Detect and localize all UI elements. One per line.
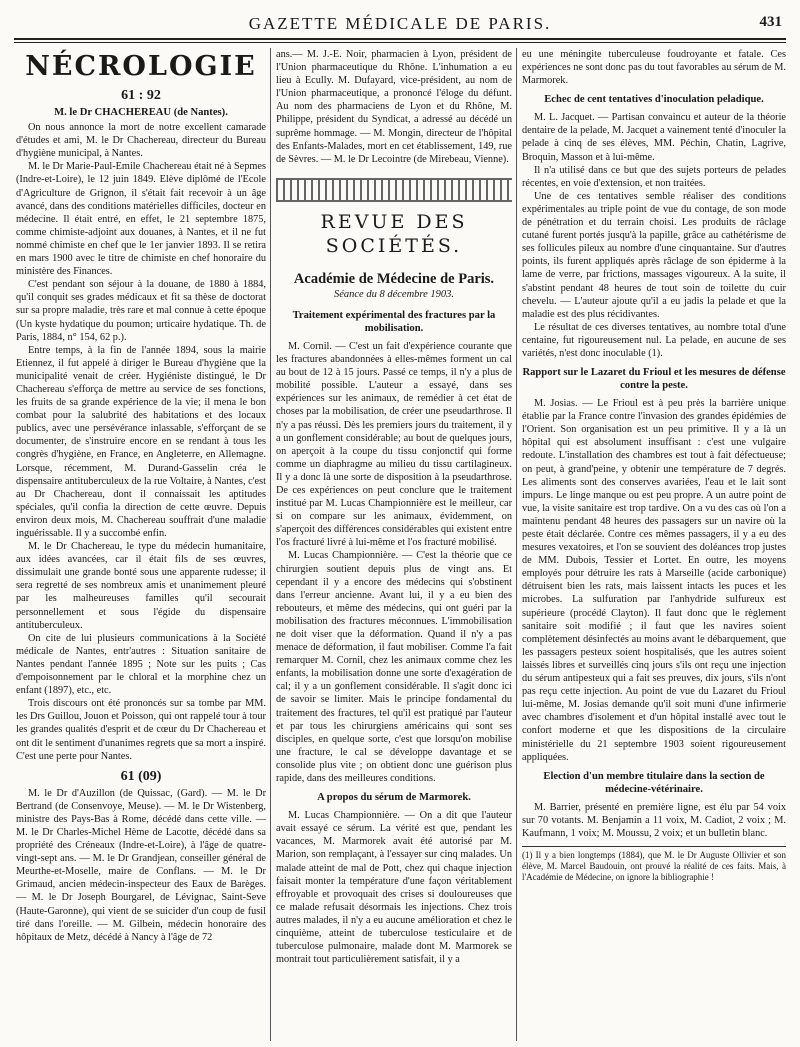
paragraph: Une de ces tentatives semble réaliser des conditions expérimentales au triple point de vue du contage, de son mode de pénétration et du terrain choisi. Les produits de râclage cutané furent portés jusqu'à la papille, grâce au cathétérisme de ses follicules pileux au nombre d'une cinquantaine. Sur d'autres points, ils furent appliqués après râclage de son épiderme à la lame de verre, par frictions, massages vigoureux. A la suite, il s'abstint pendant 48 heures de tout soin de toilette du cuir chevelu. — L'auteur ajoute qu'il a eu jadis la pelade et que la maladie est des plus récidivantes. <box>522 190 786 320</box>
column-divider <box>516 48 517 1041</box>
page-number: 431 <box>759 14 782 30</box>
paragraph: M. Lucas Championnière. — On a dit que l'auteur avait essayé ce sérum. La vérité est que, pendant les vacances, M. Marmorek avait été autorisé par M. Marion, son remplaçant, à l'essayer sur cinq malades. Un malade atteint de mal de Pott, chez qui chaque injection faisait monter la température d'une façon véritablement effroyable et provoquait des crises si douloureuses que ce malade refusait désormais les injections. Chez trois autres malades, il n'y a eu aucune amélioration et chez le cinquième, atteint de tuberculose testiculaire et de tuberculose pulmonaire, malade dont M. Marmorek se montrait tout particulièrement satisfait, il y a <box>276 810 512 966</box>
paragraph: M. le Dr Chachereau, le type du médecin humanitaire, aux idées avancées, car il était fils de ses œuvres, dissimulait une grande bonté sous une apparente rudesse; il sera regretté de ses nombreux amis et unanimement pleuré par les malheureuses familles qu'il secourait personnellement et sous l'égide du dispensaire antituberculeux. <box>16 541 266 631</box>
paragraph: On nous annonce la mort de notre excellent camarade d'études et ami, M. le Dr Chachereau, directeur du Bureau d'hygiène municipal, à Nantes. <box>16 122 266 160</box>
paragraph: M. Barrier, présenté en première ligne, est élu par 54 voix sur 70 votants. M. Benjamin a 11 voix, M. Cadiot, 2 voix ; M. Kaufmann, 1 voix; M. Moussu, 2 voix; et un bulletin blanc. <box>522 801 786 839</box>
obituary-subject: M. le Dr CHACHEREAU (de Nantes). <box>54 107 228 118</box>
paragraph: Trois discours ont été prononcés sur sa tombe par MM. les Drs Guillou, Jouon et Poisson, qui ont rappelé tour à tour les grandes qualités d'esprit et de cœur du Dr Chachereau et ont dit le sentiment d'unanimes regrets que sa mort a inspiré. C'est une perte pour Nantes. <box>16 698 266 762</box>
session-date: Séance du 8 décembre 1903. <box>333 288 455 300</box>
footnote: (1) Il y a bien longtemps (1884), que M. le Dr Auguste Ollivier et son élève, M. Marcel Baudouin, ont prouvé la réalité de ces faits. Mais, à l'Académie de Médecine, on ignore la bibliographie ! <box>522 846 786 883</box>
paragraph: Il n'a utilisé dans ce but que des sujets porteurs de pelades récentes, en voie d'extension, et non traitées. <box>522 164 786 189</box>
paragraph: Le résultat de ces diverses tentatives, au nombre total d'une centaine, fut rigoureusement nul. La pelade, en aucune de ses variétés, n'est donc inoculable (1). <box>522 321 786 359</box>
journal-title: GAZETTE MÉDICALE DE PARIS. <box>248 14 552 33</box>
paragraph: Entre temps, à la fin de l'année 1894, sous la mairie Etiennez, il fut appelé à diriger le Bureau d'hygiène que la municipalité venait de créer. Hygiéniste distingué, le Dr Chachereau s'efforça de mettre au service de ses fonctions, les fruits de sa grande expérience de la vie; il mena le bon combat pour la salubrité des habitations et des locaux publics, avec une persévérance inlassable, s'efforçant de se documenter, de s'instruire encore en se rendant à tous les congrès d'hygiène, en France, en Angleterre, en Allemagne. Lorsque, récemment, M. Durand-Gasselin créa le dispensaire antituberculeux de la rue Voltaire, à Nantes, c'est au Dr Chachereau, dont il connaissait les aptitudes spéciales, qu'il confia la direction de cette œuvre. Depuis environ deux mois, M. Chachereau souffrait d'une maladie inguérissable. Il y a succombé enfin. <box>16 344 266 539</box>
paragraph: M. Josias. — Le Frioul est à peu près la barrière unique établie par la France contre l'invasion des grandes épidémies de l'Orient. Son organisation est un peu primitive. Il y a là un hôpital qui est absolument insuffisant : c'est une vulgaire redoute. L'installation des chambres est tout à fait défectueuse; on peut, à grand'peine, y obtenir une température de 7 degrés. Les aliments sont des conserves avariées, l'eau et le lait sont impurs. Le linge manque ou est peu propre. A un autre point de vue, la visite sanitaire est trop tardive. On a vu des cas où l'on a maintenu pendant 48 heures des passagers sur un navire où la peste était déclarée. Contre ces mêmes passagers, il y a eu des mesures vexatoires, et l'on se souvient des doléances trop justes de MM. Dubois, Tessier et Lortet. En outre, les moyens employés pour détruire les rats à Marseille (acide carbonique) détruisent bien les rats, mais laissent intacts les puces et les microbes. La sulfuration par l'anhydride sulfureux est supérieure (procédé Clayton). Il faut donc que le règlement sanitaire soit modifié ; il faut que les navires soient complètement désinfectés au moins avant le débarquement, que les passagers pesteux soient hospitalisés, que les autres soient laissés libres et surveillés cinq jours s'ils ont reçu une injection du sérum antipesteux qui a fait ses preuves, dix jours, s'ils n'ont pas reçu cette injection. Au point de vue du Lazaret du Frioul lui-même, M. Josias demande qu'il soit muni d'une infirmerie avec chambres d'isolement et d'un hôpital installé avec tout le confort moderne et que les dispositions de la circulaire ministérielle du 21 septembre 1903 soient rigoureusement appliquées. <box>522 398 786 763</box>
paragraph: M. Lucas Championnière. — C'est la théorie que ce chirurgien soutient depuis plus de vingt ans. Et cependant il y a encore des médecins qui s'obstinent dans l'erreur ancienne. Avant lui, il y a eu bien des rebouteurs, et même des médecins, qui ont guéri par la mobilisation des fractures méconnues. L'immobilisation ne doit viser que la déformation. Quand il n'y a pas menace de déformation, il faut mobiliser. Comme l'a fait remarquer M. Cornil, chez les animaux comme chez les enfants, la mobilisation donne une sorte d'exagération de cal; il y a un gonflement considérable. Il s'agit donc ici de savoir se limiter. Mais le principe fondamental du traitement des fractures, tel qu'il est pratiqué par l'auteur et par tous les chirurgiens américains qui sont ses disciples, en quelque sorte, c'est que lorsqu'on mobilise une fracture, le cal se développe davantage et se consolide plus vite ; on obtient donc une guérison plus rapide, dans des meilleures conditions. <box>276 550 512 785</box>
running-header <box>14 10 786 40</box>
article-title: Election d'un membre titulaire dans la section de médecine-vétérinaire. <box>543 770 765 795</box>
classification-number: 61 : 92 <box>121 88 161 103</box>
article-title: Rapport sur le Lazaret du Frioul et les mesures de défense contre la peste. <box>522 367 786 392</box>
paragraph: On cite de lui plusieurs communications à la Société médicale de Nantes, entr'autres : Situation sanitaire de Nantes pendant l'année 1895 ; Note sur les puits ; Cas d'empoisonnement par le chloral et la morphine chez un enfant (1897), etc., etc. <box>16 632 266 697</box>
column-3 <box>522 48 786 883</box>
paragraph: M. le Dr d'Auzillon (de Quissac, (Gard). — M. le Dr Bertrand (de Consenvoye, Meuse). — M. le Dr Wistenberg, ministre des Pays-Bas à Rome, décédé dans cette ville. — M. le Dr Charles-Michel Hème de Lacotte, décédé dans sa propriété des Créneaux (Indre-et-Loire), à l'âge de quatre-vingt-sept ans. — M. le Dr Grandjean, conseiller général de Meurthe-et-Moselle, maire de Conflans. — M. le Dr Grimaud, ancien médecin-inspecteur des Eaux de Barèges. — M. le Dr Joseph Bourgarel, de Lévignac, Saint-Seve (Haute-Garonne), qui vient de se suicider d'un coup de fusil tiré dans l'oreille. — M. Gilbein, médecin honoraire des hôpitaux de Metz, décédé à Nancy à l'âge de 72 <box>16 787 266 943</box>
section-heading-necrologie: NÉCROLOGIE <box>25 51 257 82</box>
paragraph: eu une méningite tuberculeuse foudroyante et fatale. Ces expériences ne sont donc pas du tout favorables au sérum de M. Marmorek. <box>522 49 786 87</box>
paragraph: M. L. Jacquet. — Partisan convaincu et auteur de la théorie dentaire de la pelade, M. Jacquet a vainement tenté d'inoculer la pelade à cinq de ses élèves, MM. Péchin, Chatin, Lagrive, Broquin, Masson et à lui-même. <box>522 112 786 163</box>
section-heading-revue: REVUE DES SOCIÉTÉS. <box>320 210 468 257</box>
header-rule <box>14 42 786 43</box>
article-title: Traitement expérimental des fractures par la mobilisation. <box>292 309 496 334</box>
column-divider <box>270 48 271 1041</box>
article-title: A propos du sérum de Marmorek. <box>317 792 471 804</box>
paragraph: ans.— M. J.-E. Noir, pharmacien à Lyon, président de l'Union pharmaceutique du Rhône. L'inhumation a eu lieu à Ecully. M. Dufayard, vice-président, au nom de l'Union pharmaceutique, a prononcé l'éloge du défunt. Au nom des pharmaciens de Lyon et du Rhône, M. Philippe, président du Syndicat, a adressé au décédé un suprême hommage. — M. Mongin, directeur de l'hôpital des Enfants-Malades, mort en cet établissement, 149, rue de Sèvres. — M. le Dr Lecointre (de Mirebeau, Vienne). <box>276 49 512 165</box>
paragraph: C'est pendant son séjour à la douane, de 1880 à 1884, qu'il conquit ses grades médicaux et fit sa thèse de doctorat sur sa propre maladie, très rare et mal connue à cette époque (Un kyste hydatique du poumon; urticaire hydatique. Th. de Paris, 1884, n° 154, 62 p.). <box>16 279 266 343</box>
article-title: Echec de cent tentatives d'inoculation peladique. <box>544 94 764 106</box>
ornamental-border <box>276 178 512 202</box>
society-title: Académie de Médecine de Paris. <box>293 270 495 287</box>
column-1 <box>16 48 266 944</box>
paragraph: M. Cornil. — C'est un fait d'expérience courante que les fractures abandonnées à elles-mêmes forment un cal au bout de 12 à 15 jours. Passé ce temps, il n'y a plus de mobilité possible. L'auteur a essayé, dans ses expériences sur les animaux, de remédier à cet état de choses par la mobilisation, de créer une pseudarthrose. Il n'y a pas réussi. Dès les premiers jours du traitement, il y a un gonflement considérable; au bout de quelques jours, on aperçoit à la coupe du tissu conjonctif qui forme comme un diaphragme au milieu du tissu cartilagineux. Il y a donc là une sorte de disposition à la pseudarthrose. De ces expériences on peut conclure que le traitement institué par M. Lucas Championnière est le meilleur, car si on compare sur les animaux, évidemment, on s'aperçoit des différences considérables qui existent entre l'os fracturé livré à lui-même et l'os fracturé mobilisé. <box>276 340 512 549</box>
classification-number: 61 (09) <box>120 768 162 784</box>
paragraph: M. le Dr Marie-Paul-Emile Chachereau était né à Sepmes (Indre-et-Loire), le 12 juin 1849. Elève diplômé de l'Ecole d'Agriculture de Grignon, il s'était fait recevoir à un âge avancé, dans des conditions matérielles difficiles, docteur en médecine. Il était entré, en effet, le 21 septembre 1875, comme chimiste-adjoint aux douanes, à Nantes, et il ne fut nommé chimiste en chef que le 1er janvier 1893. Il se retira en mars 1900 avec le titre de chimiste en chef honoraire du ministère des Finances. <box>16 161 266 278</box>
column-2 <box>276 48 512 966</box>
